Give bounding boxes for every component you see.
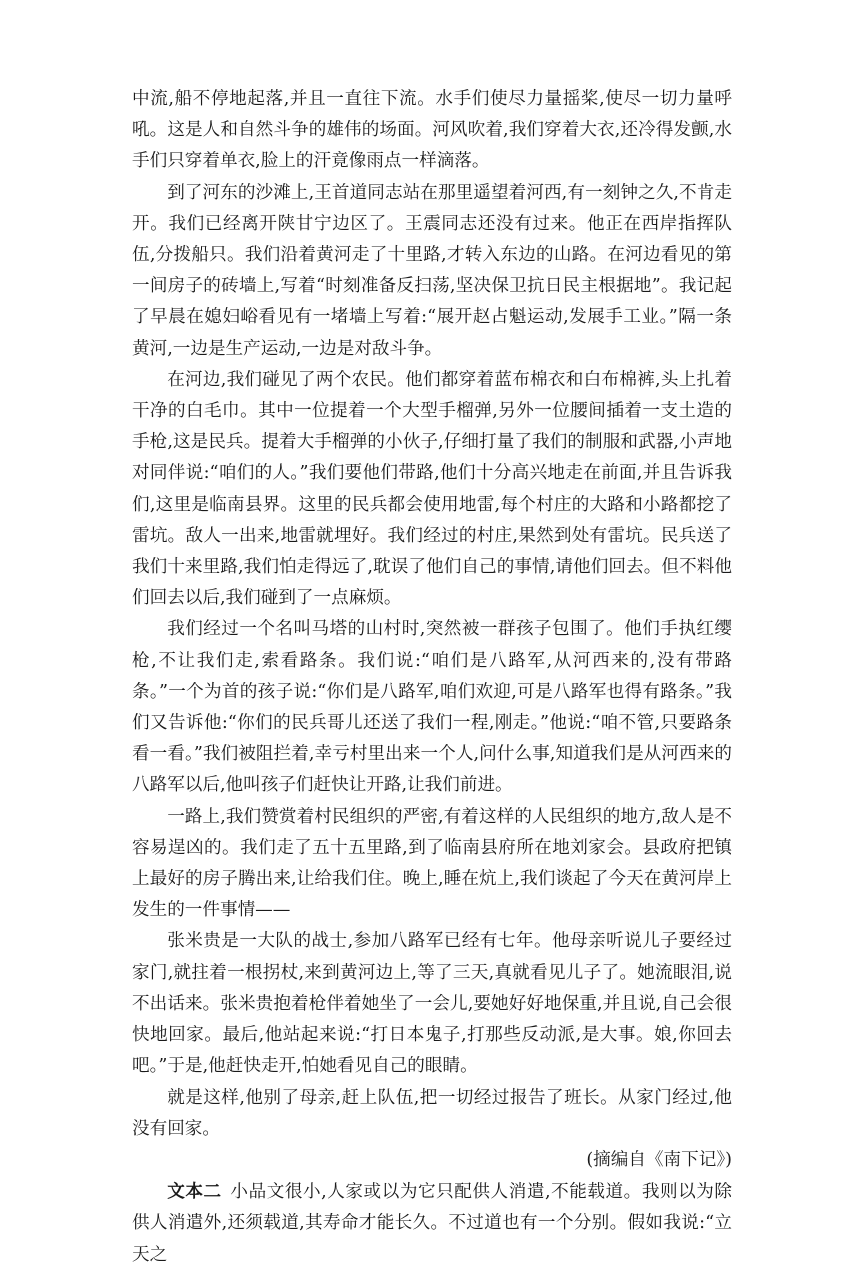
- paragraph-militia: 在河边,我们碰见了两个农民。他们都穿着蓝布棉衣和白布棉裤,头上扎着干净的白毛巾。其中一位提着一个大型手榴弹,另外一位腰间插着一支土造的手枪,这是民兵。提着大手榴弹的小伙子,仔细打量了我们的制服和武器,小声地对同伴说:“咱们的人。”我们要他们带路,他们十分高兴地走在前面,并且告诉我们,这里是临南县界。这里的民兵都会使用地雷,每个村庄的大路和小路都挖了雷坑。敌人一出来,地雷就埋好。我们经过的村庄,果然到处有雷坑。民兵送了我们十来里路,我们怕走得远了,耽误了他们自己的事情,请他们回去。但不料他们回去以后,我们碰到了一点麻烦。: [132, 369, 732, 609]
- paragraph-journey: 一路上,我们赞赏着村民组织的严密,有着这样的人民组织的地方,敌人是不容易逞凶的。我们走了五十五里路,到了临南县府所在地刘家会。县政府把镇上最好的房子腾出来,让给我们住。晚上,睡在炕上,我们谈起了今天在黄河岸上发生的一件事情——: [132, 806, 732, 921]
- paragraph-text-two: [132, 1176, 732, 1271]
- paragraph-farewell: 就是这样,他别了母亲,赶上队伍,把一切经过报告了班长。从家门经过,他没有回家。: [132, 1087, 732, 1139]
- paragraph-continuation: 中流,船不停地起落,并且一直往下流。水手们使尽力量摇桨,使尽一切力量呼吼。这是人和自然斗争的雄伟的场面。河风吹着,我们穿着大衣,还冷得发颤,水手们只穿着单衣,脸上的汗竟像雨点一样滴落。: [132, 89, 732, 172]
- text-two-label: 文本二: [167, 1181, 222, 1203]
- text-two-body: 小品文很小,人家或以为它只配供人消遣,不能载道。我则以为除供人消遣外,还须载道,其寿命才能长久。不过道也有一个分别。假如我说:“立天之: [132, 1182, 732, 1265]
- document-page: [132, 84, 732, 1271]
- paragraph-children: 我们经过一个名叫马塔的山村时,突然被一群孩子包围了。他们手执红缨枪,不让我们走,索看路条。我们说:“咱们是八路军,从河西来的,没有带路条。”一个为首的孩子说:“你们是八路军,咱们欢迎,可是八路军也得有路条。”我们又告诉他:“你们的民兵哥儿还送了我们一程,刚走。”他说:“咱不管,只要路条看一看。”我们被阻拦着,幸亏村里出来一个人,问什么事,知道我们是从河西来的八路军以后,他叫孩子们赶快让开路,让我们前进。: [132, 619, 732, 796]
- paragraph-zhang-migui: 张米贵是一大队的战士,参加八路军已经有七年。他母亲听说儿子要经过家门,就拄着一根拐杖,来到黄河边上,等了三天,真就看见儿子了。她流眼泪,说不出话来。张米贵抱着枪伴着她坐了一会儿,要她好好地保重,并且说,自己会很快地回家。最后,他站起来说:“打日本鬼子,打那些反动派,是大事。娘,你回去吧。”于是,他赶快走开,怕她看见自己的眼睛。: [132, 931, 732, 1077]
- paragraph-river-east: 到了河东的沙滩上,王首道同志站在那里遥望着河西,有一刻钟之久,不肯走开。我们已经离开陕甘宁边区了。王震同志还没有过来。他正在西岸指挥队伍,分拨船只。我们沿着黄河走了十里路,才转入东边的山路。在河边看见的第一间房子的砖墙上,写着“时刻准备反扫荡,坚决保卫抗日民主根据地”。我记起了早晨在媳妇峪看见有一堵墙上写着:“展开赵占魁运动,发展手工业。”隔一条黄河,一边是生产运动,一边是对敌斗争。: [132, 182, 732, 359]
- source-citation: (摘编自《南下记》): [586, 1149, 732, 1170]
